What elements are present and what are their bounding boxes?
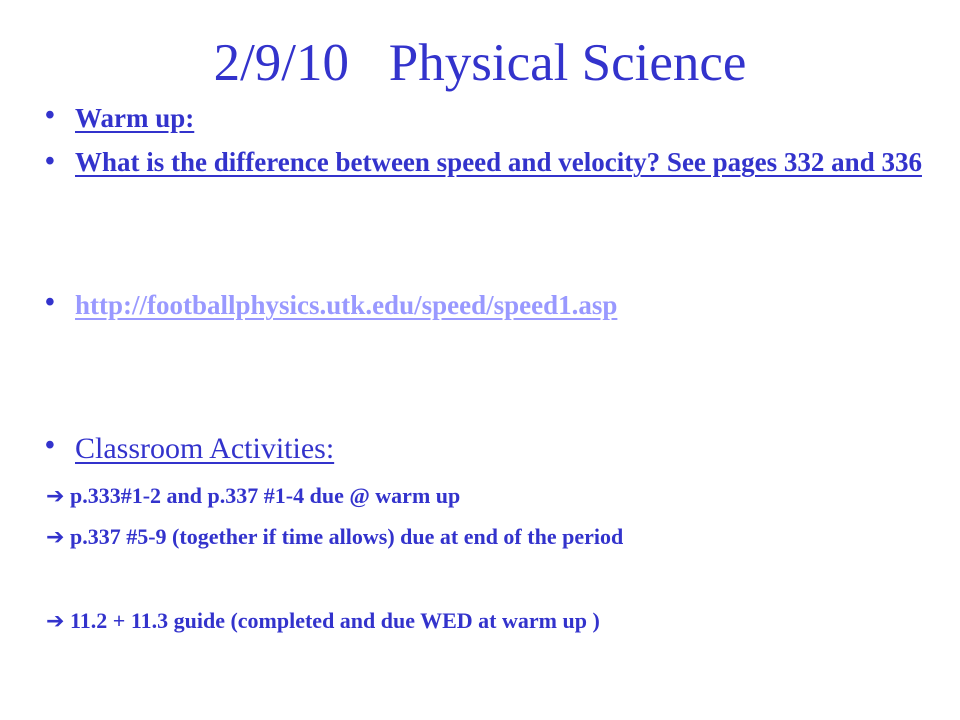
bullet-icon: • (45, 430, 55, 461)
arrow-right-icon: ➔ (46, 484, 65, 509)
warmup-heading: Warm up: (75, 103, 195, 133)
bullet-icon: • (45, 146, 55, 177)
activity-item (46, 481, 460, 512)
slide-title: 2/9/10 Physical Science (213, 34, 747, 92)
football-physics-link[interactable]: http://footballphysics.utk.edu/speed/speed1.asp (75, 290, 618, 320)
activity-item-text: p.337 #5-9 (together if time allows) due at end of the period (70, 524, 624, 549)
arrow-right-icon: ➔ (46, 525, 65, 550)
bullet-icon: • (45, 287, 55, 318)
activity-item (46, 606, 600, 637)
warmup-question: What is the difference between speed and velocity? See pages 332 and 336 (75, 147, 922, 177)
arrow-right-icon: ➔ (46, 609, 65, 634)
activity-item-text: 11.2 + 11.3 guide (completed and due WED at warm up ) (70, 608, 600, 633)
activities-heading: Classroom Activities: (75, 432, 335, 465)
activity-item-text: p.333#1-2 and p.337 #1-4 due @ warm up (70, 483, 461, 508)
bullet-icon: • (45, 100, 55, 131)
activity-item (46, 522, 623, 553)
